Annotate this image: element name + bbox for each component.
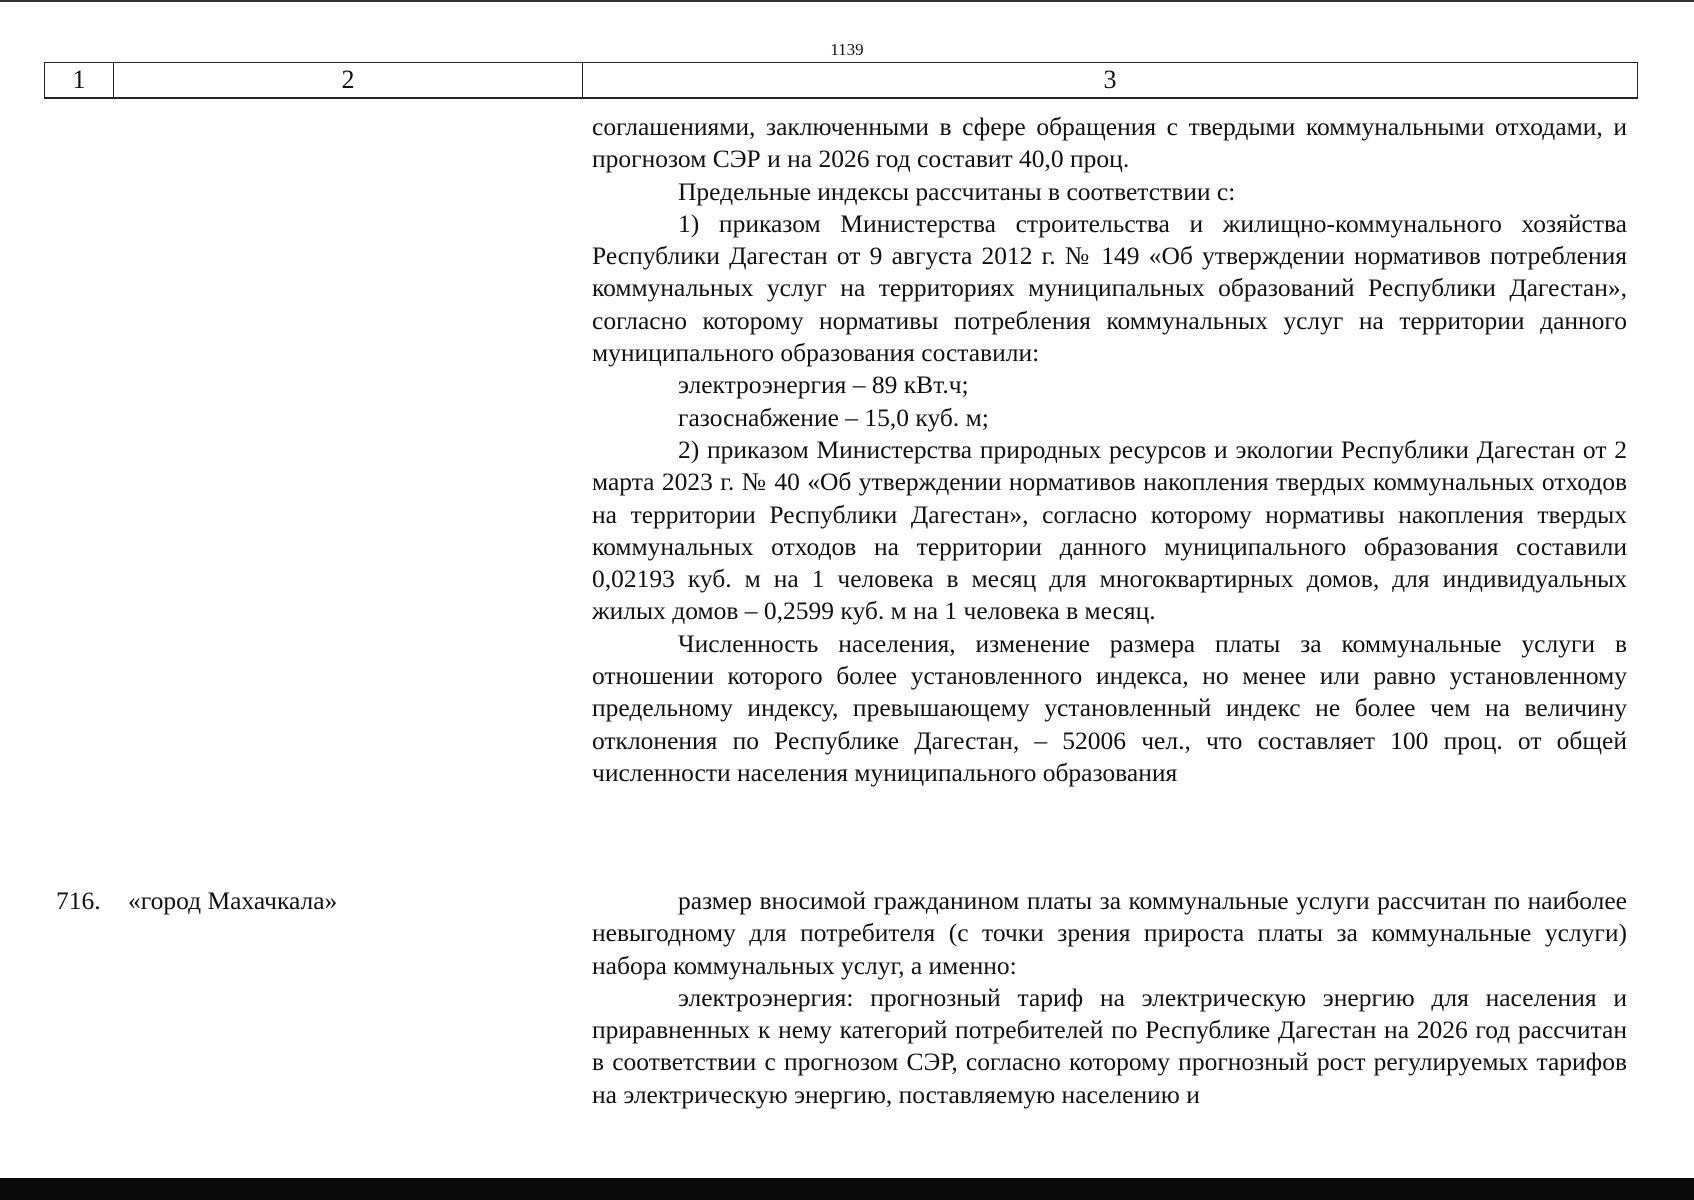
list-item: электроэнергия – 89 кВт.ч; [678,370,969,400]
scan-bottom-edge [0,1178,1694,1200]
paragraph: Численность населения, изменение размера платы за коммунальные услуги в отношении которого более установленного индекса, но менее или равно установленному предельному индексу, превышающему установленный индекс не более чем на величину отклонения по Республике Дагестан, – 52006 чел., что составляет 100 проц. от общей численности населения муниципального образования [592,628,1627,787]
page-number: 1139 [830,40,864,59]
continuation-text [592,111,1627,789]
paragraph: соглашениями, заключенными в сфере обращения с твердыми коммунальными отходами, и прогнозом СЭР и на 2026 год составит 40,0 проц. [592,112,1627,174]
scan-top-edge [0,0,1694,2]
column-header-2: 2 [113,63,582,97]
paragraph: 2) приказом Министерства природных ресурсов и экологии Республики Дагестан от 2 марта 2023 г. № 40 «Об утверждении нормативов накопления твердых коммунальных отходов на территории Республики Дагестан», согласно которому нормативы накопления твердых коммунальных отходов на территории данного муниципального образования составили 0,02193 куб. м на 1 человека в месяц для многоквартирных домов, для индивидуальных жилых домов – 0,2599 куб. м на 1 человека в месяц. [592,434,1627,626]
paragraph: Предельные индексы рассчитаны в соответствии с: [678,176,1236,206]
column-header-3: 3 [582,63,1638,97]
list-item: газоснабжение – 15,0 куб. м; [678,402,989,432]
paragraph: 1) приказом Министерства строительства и жилищно-коммунального хозяйства Республики Дагестан от 9 августа 2012 г. № 149 «Об утверждении нормативов потребления коммунальных услуг на территориях муниципальных образований Республики Дагестан», согласно которому нормативы потребления коммунальных услуг на территории данного муниципального образования составили: [592,208,1627,368]
row-number: 716. [56,886,101,915]
paragraph: размер вносимой гражданином платы за коммунальные услуги рассчитан по наиболее невыгодному для потребителя (с точки зрения прироста платы за коммунальные услуги) набора коммунальных услуг, а именно: [592,886,1627,980]
municipality-name: «город Махачкала» [128,886,338,915]
paragraph: электроэнергия: прогнозный тариф на электрическую энергию для населения и приравненных к нему категорий потребителей по Республике Дагестан на 2026 год рассчитан в соответствии с прогнозом СЭР, согласно которому прогнозный рост регулируемых тарифов на электрическую энергию, поставляемую населению и [592,982,1627,1109]
table-header [44,62,1638,99]
row-716-text [592,885,1627,1111]
column-header-1: 1 [44,63,113,97]
